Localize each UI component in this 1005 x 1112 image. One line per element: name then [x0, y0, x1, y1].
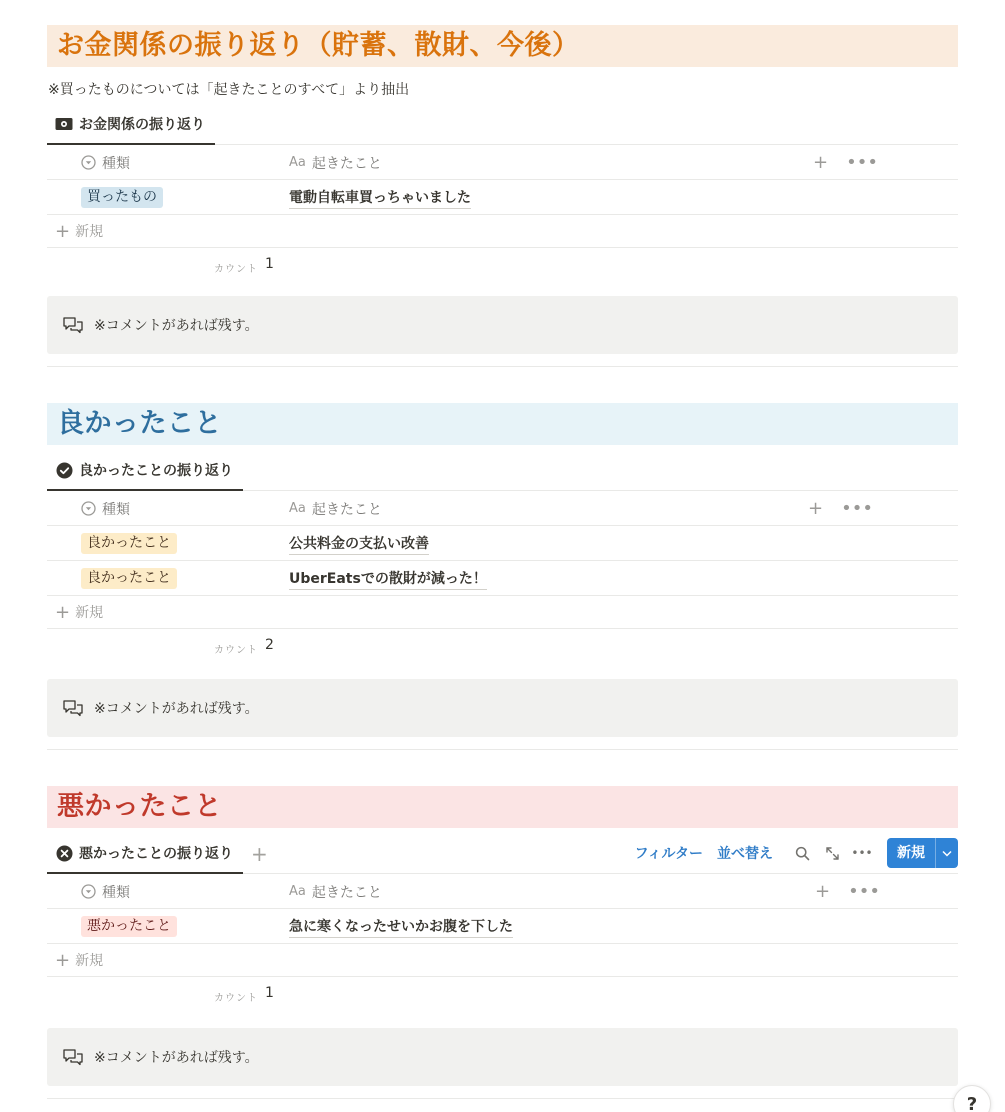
table-row[interactable] — [47, 180, 958, 215]
count-label: カウント — [214, 264, 258, 275]
expand-icon[interactable] — [817, 838, 847, 868]
more-icon[interactable]: ••• — [848, 881, 880, 902]
new-row-button[interactable] — [47, 944, 958, 977]
column-header-title[interactable] — [289, 145, 382, 180]
type-tag: 買ったもの — [81, 187, 163, 208]
select-property-icon — [81, 884, 96, 899]
add-property-icon[interactable]: + — [813, 152, 829, 173]
tab-money-review[interactable] — [47, 105, 215, 145]
table-row[interactable] — [47, 909, 958, 944]
text-property-icon: Aa — [289, 155, 306, 170]
chevron-down-icon[interactable] — [935, 838, 958, 868]
column-header-title-label: 起きたこと — [311, 501, 382, 518]
new-row-button[interactable] — [47, 215, 958, 248]
money-note: ※買ったものについては「起きたことのすべて」より抽出 — [48, 82, 410, 98]
count-footer[interactable] — [47, 977, 958, 1011]
tab-label: 悪かったことの振り返り — [79, 846, 233, 862]
comment-callout — [47, 679, 958, 737]
text-property-icon: Aa — [289, 501, 306, 516]
money-tabbar — [47, 105, 958, 145]
column-header-title-label: 起きたこと — [311, 884, 382, 901]
check-circle-icon — [55, 461, 73, 479]
select-property-icon — [81, 155, 96, 170]
money-icon — [55, 115, 73, 133]
new-row-label: 新規 — [75, 953, 104, 969]
callout-text: ※コメントがあれば残す。 — [94, 1050, 259, 1066]
count-value: 1 — [265, 256, 274, 272]
text-property-icon: Aa — [289, 884, 306, 899]
count-value: 2 — [265, 637, 274, 653]
help-button[interactable]: ? — [953, 1085, 991, 1112]
column-header-type-label: 種類 — [102, 155, 130, 172]
column-header-title-label: 起きたこと — [311, 155, 382, 172]
title-cell — [289, 909, 513, 944]
count-footer[interactable] — [47, 629, 958, 663]
good-section — [47, 403, 958, 717]
add-view-icon[interactable]: + — [251, 842, 268, 866]
table-header — [47, 491, 958, 526]
bad-section — [47, 786, 958, 1066]
divider — [47, 366, 958, 367]
divider — [47, 749, 958, 750]
bad-heading: 悪かったこと — [47, 786, 958, 828]
tab-label: 良かったことの振り返り — [79, 463, 233, 479]
column-header-title[interactable] — [289, 491, 382, 526]
row-title[interactable]: 公共料金の支払い改善 — [289, 533, 429, 555]
comment-callout — [47, 1028, 958, 1086]
count-label: カウント — [214, 645, 258, 656]
tab-label: お金関係の振り返り — [79, 117, 205, 133]
title-cell — [289, 526, 429, 561]
column-header-type-label: 種類 — [102, 501, 130, 518]
row-title[interactable]: 電動自転車買っちゃいました — [289, 187, 471, 209]
speech-bubbles-icon — [62, 699, 84, 717]
type-cell — [81, 526, 177, 561]
new-button-label: 新規 — [897, 845, 925, 861]
more-icon[interactable]: ••• — [841, 498, 873, 519]
comment-callout — [47, 296, 958, 354]
add-property-icon[interactable]: + — [808, 498, 824, 519]
type-tag: 良かったこと — [81, 533, 177, 554]
add-property-icon[interactable]: + — [815, 881, 831, 902]
column-header-title[interactable] — [289, 874, 382, 909]
title-cell — [289, 561, 487, 596]
search-icon[interactable] — [787, 838, 817, 868]
new-row-label: 新規 — [75, 224, 104, 240]
column-header-type[interactable] — [81, 145, 130, 180]
type-tag: 悪かったこと — [81, 916, 177, 937]
divider — [47, 1098, 958, 1099]
database-toolbar — [635, 838, 958, 868]
more-icon[interactable]: ••• — [851, 846, 873, 860]
row-title[interactable]: UberEatsでの散財が減った！ — [289, 568, 487, 590]
money-section — [47, 25, 958, 334]
table-row[interactable] — [47, 526, 958, 561]
plus-icon: + — [55, 949, 71, 971]
new-row-button[interactable] — [47, 596, 958, 629]
count-label: カウント — [214, 993, 258, 1004]
table-row[interactable] — [47, 561, 958, 596]
column-header-type[interactable] — [81, 491, 130, 526]
filter-button[interactable]: フィルター — [634, 846, 703, 862]
title-cell — [289, 180, 471, 215]
speech-bubbles-icon — [62, 1048, 84, 1066]
table-header — [47, 145, 958, 180]
good-heading: 良かったこと — [47, 403, 958, 445]
good-tabbar — [47, 451, 958, 491]
speech-bubbles-icon — [62, 316, 84, 334]
type-cell — [81, 561, 177, 596]
count-value: 1 — [265, 985, 274, 1001]
column-header-type-label: 種類 — [102, 884, 130, 901]
type-tag: 良かったこと — [81, 568, 177, 589]
new-row-label: 新規 — [75, 605, 104, 621]
tab-bad-review[interactable] — [47, 834, 243, 874]
callout-text: ※コメントがあれば残す。 — [94, 701, 259, 717]
select-property-icon — [81, 501, 96, 516]
plus-icon: + — [55, 220, 71, 242]
x-circle-icon — [55, 844, 73, 862]
plus-icon: + — [55, 601, 71, 623]
column-header-type[interactable] — [81, 874, 130, 909]
tab-good-review[interactable] — [47, 451, 243, 491]
header-actions — [808, 491, 873, 526]
callout-text: ※コメントがあれば残す。 — [94, 318, 259, 334]
row-title[interactable]: 急に寒くなったせいかお腹を下した — [289, 916, 513, 938]
type-cell — [81, 180, 163, 215]
header-actions — [813, 145, 878, 180]
type-cell — [81, 909, 177, 944]
sort-button[interactable]: 並べ替え — [717, 846, 773, 862]
new-button[interactable] — [887, 838, 958, 868]
table-header — [47, 874, 958, 909]
header-actions — [815, 874, 880, 909]
bad-tabbar — [47, 834, 958, 874]
more-icon[interactable]: ••• — [846, 152, 878, 173]
count-footer[interactable] — [47, 248, 958, 282]
money-heading: お金関係の振り返り（貯蓄、散財、今後） — [47, 25, 958, 67]
